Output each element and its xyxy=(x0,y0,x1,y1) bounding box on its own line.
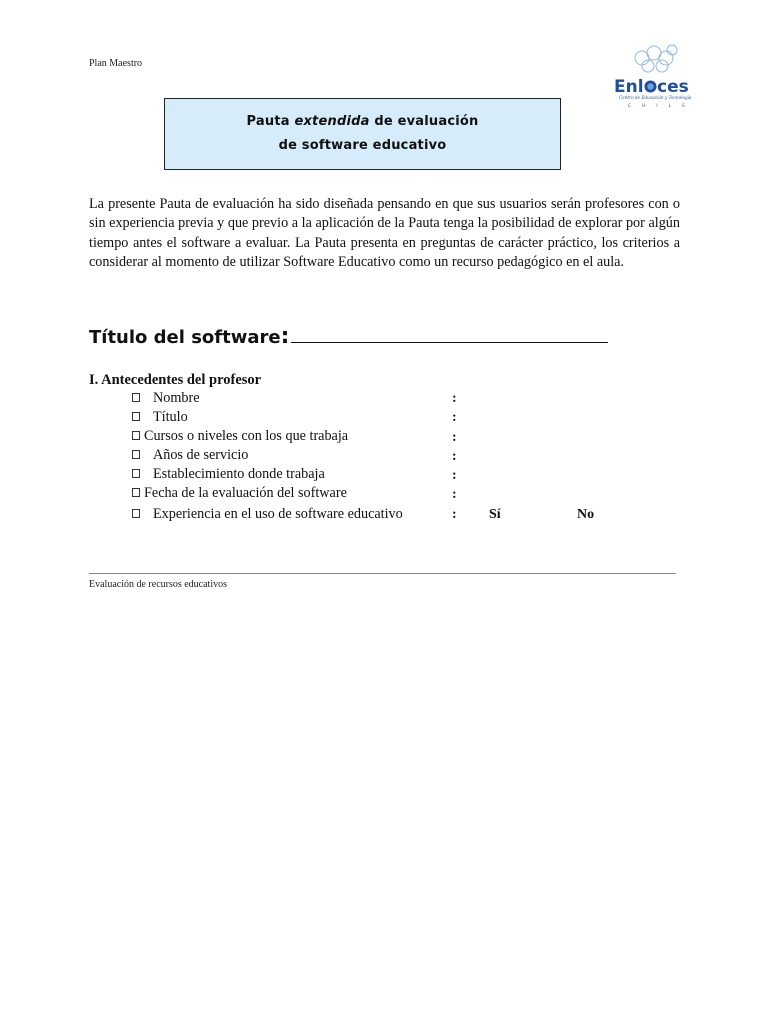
checkbox[interactable] xyxy=(132,488,140,497)
field-label: Años de servicio xyxy=(153,447,249,463)
document-title-line-1: Pauta extendida de evaluación xyxy=(246,114,479,129)
field-label: Fecha de la evaluación del software xyxy=(144,485,347,501)
field-colon: : xyxy=(452,507,457,522)
field-row-anos-servicio xyxy=(132,447,248,466)
field-row-fecha-evaluacion xyxy=(132,485,347,504)
svg-text:C H I L E: C H I L E xyxy=(628,103,690,108)
document-title-line-2: de software educativo xyxy=(278,138,447,153)
field-colon: : xyxy=(452,487,457,502)
field-colon: : xyxy=(452,391,457,406)
page-footer-text: Evaluación de recursos educativos xyxy=(89,579,228,590)
field-label: Título xyxy=(153,409,188,425)
field-row-nombre xyxy=(132,390,200,409)
page-header-text: Plan Maestro xyxy=(89,58,143,69)
document-title-box xyxy=(164,98,561,170)
footer-divider xyxy=(89,573,676,574)
svg-text:Enl: Enl xyxy=(614,77,644,97)
title-emphasis: extendida xyxy=(294,114,370,129)
field-colon: : xyxy=(452,449,457,464)
checkbox[interactable] xyxy=(132,431,140,440)
section-heading: I. Antecedentes del profesor xyxy=(89,372,262,388)
enlaces-logo-graphic xyxy=(612,44,692,112)
field-label: Cursos o niveles con los que trabaja xyxy=(144,428,349,444)
field-row-experiencia xyxy=(132,506,403,525)
enlaces-logo xyxy=(612,44,692,112)
checkbox[interactable] xyxy=(132,450,140,459)
field-row-cursos xyxy=(132,428,348,447)
field-colon: : xyxy=(452,430,457,445)
field-colon: : xyxy=(452,410,457,425)
option-si[interactable]: Sí xyxy=(489,507,501,522)
field-row-titulo xyxy=(132,409,188,428)
field-label: Establecimiento donde trabaja xyxy=(153,466,325,482)
svg-text:Centro de Educación y Tecnolog: Centro de Educación y Tecnología xyxy=(619,95,692,100)
checkbox[interactable] xyxy=(132,393,140,402)
field-label: Experiencia en el uso de software educativo xyxy=(153,506,403,522)
software-title-label: Título del software xyxy=(89,327,281,348)
software-title-colon: : xyxy=(280,324,290,349)
checkbox[interactable] xyxy=(132,469,140,478)
field-label: Nombre xyxy=(153,390,200,406)
option-no[interactable]: No xyxy=(577,507,595,522)
field-colon: : xyxy=(452,468,457,483)
svg-text:ces: ces xyxy=(657,77,689,97)
software-title-blank-line[interactable] xyxy=(291,328,608,343)
field-row-establecimiento xyxy=(132,466,325,485)
checkbox[interactable] xyxy=(132,509,140,518)
checkbox[interactable] xyxy=(132,412,140,421)
software-title-field[interactable] xyxy=(89,324,608,349)
intro-paragraph: La presente Pauta de evaluación ha sido diseñada pensando en que sus usuarios serán profesores con o sin experiencia previa y que previo a la aplicación de la Pauta tenga la posibilidad de explorar por algún tiempo antes el software a evaluar. La Pauta presenta en preguntas de carácter práctico, los criterios a considerar al momento de utilizar Software Educativo como un recurso pedagógico en el aula. xyxy=(89,196,680,271)
